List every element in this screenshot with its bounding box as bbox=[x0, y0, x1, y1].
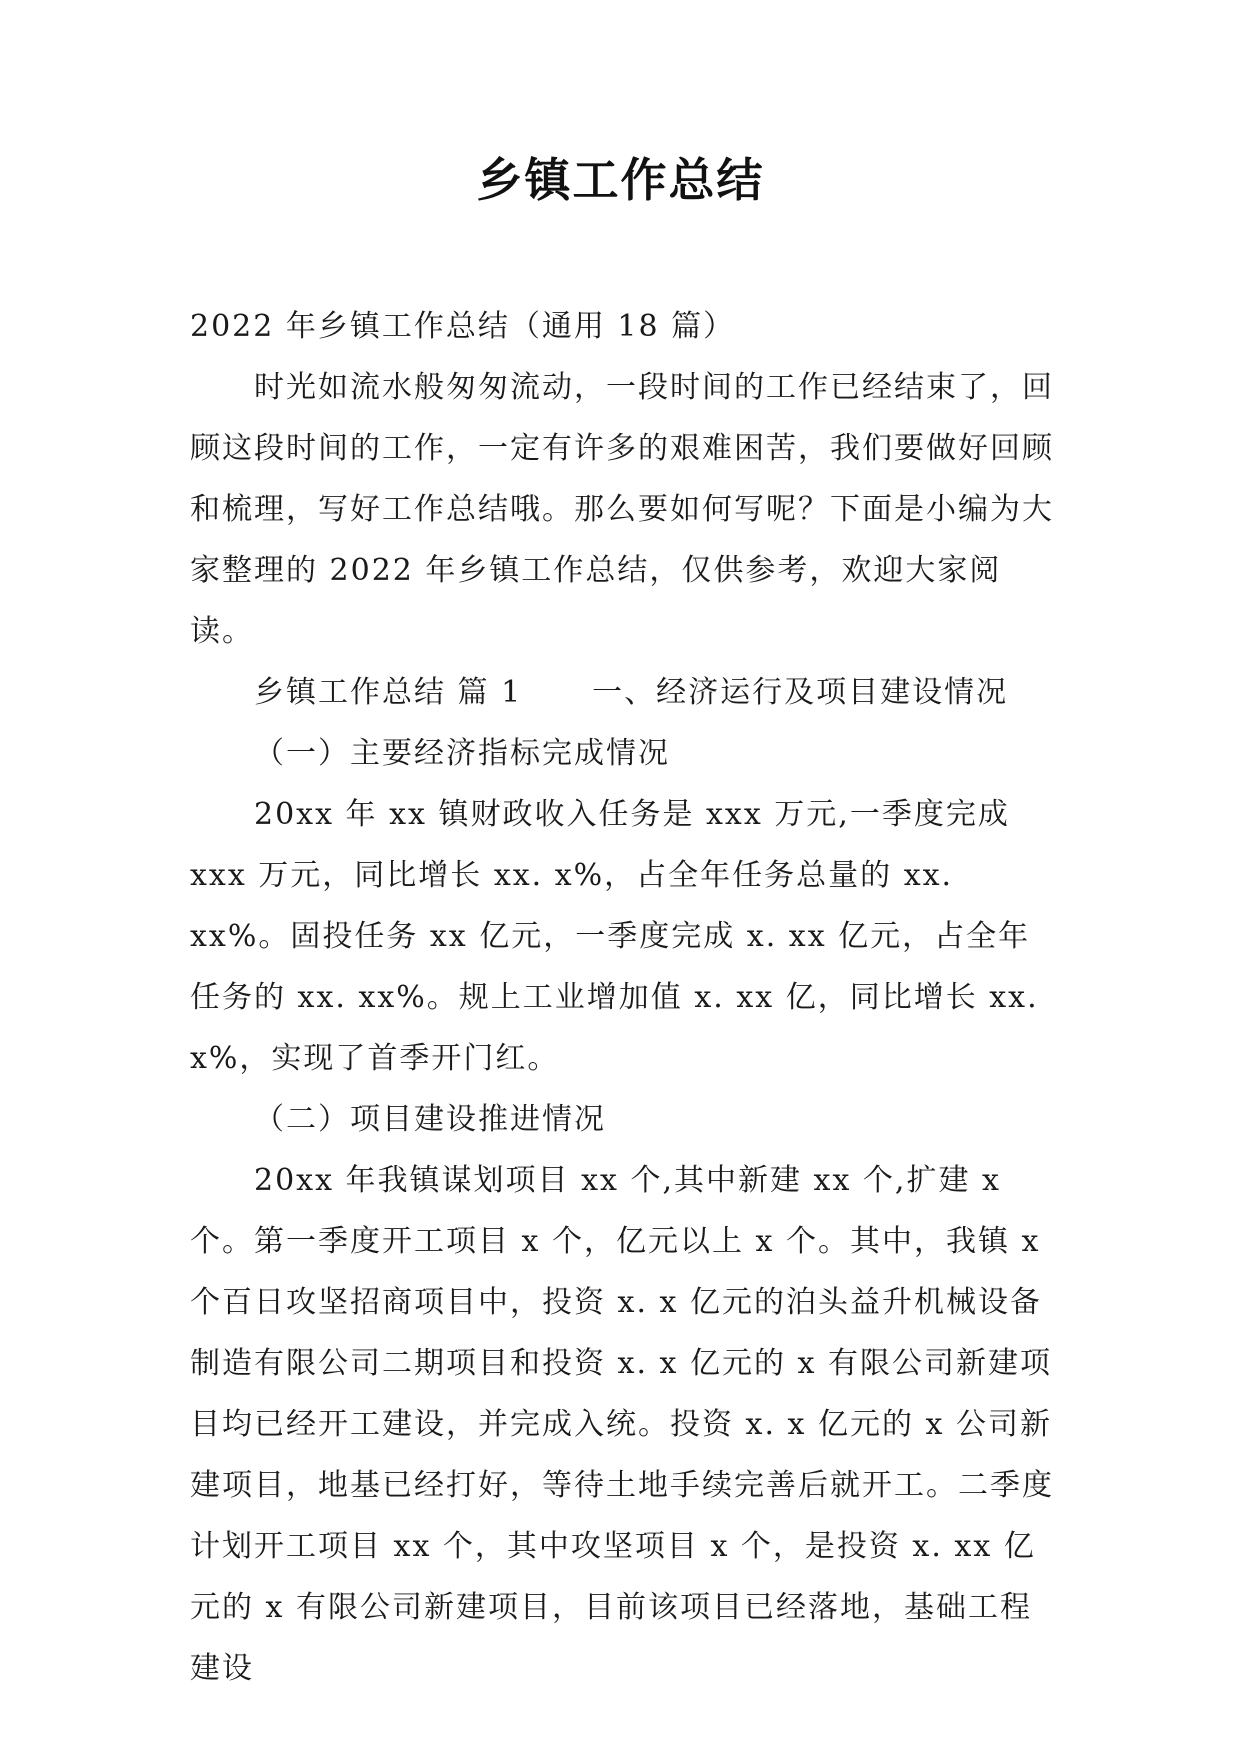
document-body bbox=[190, 296, 1060, 1699]
subheading-two: （二）项目建设推进情况 bbox=[254, 1102, 606, 1137]
economic-indicators-paragraph: 20xx 年 xx 镇财政收入任务是 xxx 万元,一季度完成 xxx 万元，同比增长 xx. x%，占全年任务总量的 xx. xx%。固投任务 xx 亿元，一季度完成 x. xx 亿元，占全年任务的 xx. xx%。规上工业增加值 x. xx 亿，同比增长 xx. x%，实现了首季开门红。 bbox=[190, 797, 1039, 1076]
subheading-one: （一）主要经济指标完成情况 bbox=[254, 736, 670, 771]
document-subtitle: 2022 年乡镇工作总结（通用 18 篇） bbox=[190, 309, 736, 344]
intro-paragraph: 时光如流水般匆匆流动，一段时间的工作已经结束了，回顾这段时间的工作，一定有许多的艰难困苦，我们要做好回顾和梳理，写好工作总结哦。那么要如何写呢？下面是小编为大家整理的 2022 年乡镇工作总结，仅供参考，欢迎大家阅读。 bbox=[190, 370, 1054, 649]
section-heading-one: 一、经济运行及项目建设情况 bbox=[592, 675, 1009, 710]
document-title: 乡镇工作总结 bbox=[476, 153, 765, 207]
chapter-label: 乡镇工作总结 篇 1 bbox=[254, 675, 523, 710]
project-progress-paragraph: 20xx 年我镇谋划项目 xx 个,其中新建 xx 个,扩建 x 个。第一季度开工项目 x 个，亿元以上 x 个。其中，我镇 x 个百日攻坚招商项目中，投资 x. x 亿元的泊头益升机械设备制造有限公司二期项目和投资 x. x 亿元的 x 有限公司新建项目均已经开工建设，并完成入统。投资 x. x 亿元的 x 公司新建项目，地基已经打好，等待土地手续完善后就开工。二季度计划开工项目 xx 个，其中攻坚项目 x 个，是投资 x. xx 亿元的 x 有限公司新建项目，目前该项目已经落地，基础工程建设 bbox=[190, 1163, 1054, 1686]
chapter-heading-line bbox=[190, 662, 1060, 723]
